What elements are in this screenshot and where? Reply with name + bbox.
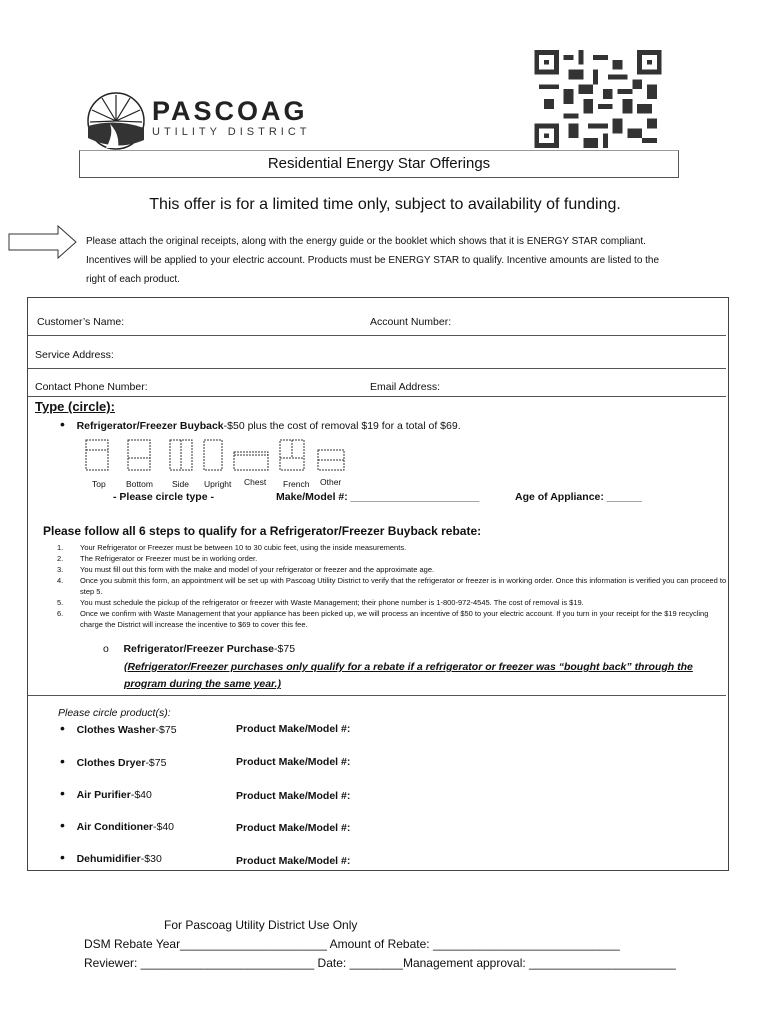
office-use-block	[84, 916, 676, 973]
make-model-field: Make/Model #: ______________________	[276, 491, 480, 503]
product-make-model-label: Product Make/Model #:	[236, 822, 351, 834]
circle-type-label: - Please circle type -	[113, 491, 214, 503]
buyback-amount: -$50 plus the cost of removal $19 for a total of $69.	[223, 420, 461, 432]
fridge-type-other: Other	[320, 477, 342, 487]
fridge-type-top: Top	[92, 479, 106, 489]
product-clothes-dryer: • Clothes Dryer-$75	[60, 753, 167, 769]
instructions-text: Please attach the original receipts, along with the energy guide or the booklet which shows that it is ENERGY STAR compliant. Incentives will be applied to your electric account. Products must be ENERGY STAR to qualify. Incentive amounts are listed to the right of each product.	[86, 236, 660, 285]
product-dehumidifier: • Dehumidifier-$30	[60, 849, 162, 865]
steps-heading: Please follow all 6 steps to qualify for a Refrigerator/Freezer Buyback rebate:	[43, 524, 482, 538]
org-subtitle: UTILITY DISTRICT	[152, 126, 311, 138]
purchase-line	[103, 643, 295, 655]
purchase-amount: -$75	[274, 643, 296, 655]
page-title: Residential Energy Star Offerings	[79, 150, 679, 178]
office-use-line1: DSM Rebate Year______________________ Amount of Rebate: ____________________________	[84, 937, 620, 951]
fridge-type-upright: Upright	[204, 479, 232, 489]
product-clothes-washer: • Clothes Washer-$75	[60, 720, 177, 736]
product-make-model-label: Product Make/Model #:	[236, 855, 351, 867]
steps-list	[57, 542, 727, 630]
purchase-label: Refrigerator/Freezer Purchase	[123, 643, 275, 655]
circle-products-label: Please circle product(s):	[58, 707, 171, 719]
step-item: 2. The Refrigerator or Freezer must be in working order.	[57, 554, 258, 563]
fridge-type-bottom: Bottom	[126, 479, 153, 489]
step-item: 4. Once you submit this form, an appointment will be set up with Pascoag Utility District to verify that the refrigerator or freezer is in working order. Once this information is verified you can proceed to step 5.	[57, 576, 727, 596]
type-heading: Type (circle):	[35, 399, 115, 414]
fridge-type-french: French	[283, 479, 310, 489]
qr-code-icon	[533, 50, 663, 148]
step-item: 6. Once we confirm with Waste Management that your appliance has been picked up, we will process an incentive of $50 to your electric account. If you turn in your receipt for the $19 recycling charge the District will increase the incentive to $69 to cover this fee.	[57, 609, 709, 629]
divider	[28, 335, 726, 336]
buyback-line	[60, 416, 700, 432]
fridge-type-chest: Chest	[244, 477, 267, 487]
product-make-model-label: Product Make/Model #:	[236, 723, 351, 735]
bullet: •	[60, 416, 65, 432]
age-field: Age of Appliance: ______	[515, 491, 642, 503]
product-make-model-label: Product Make/Model #:	[236, 790, 351, 802]
step-item: 1. Your Refrigerator or Freezer must be between 10 to 30 cubic feet, using the inside measurements.	[57, 543, 407, 552]
office-use-line2: Reviewer: __________________________ Date: ________Management approval: ______________________	[84, 956, 676, 970]
pascoag-logo-icon	[86, 90, 146, 152]
service-address-label: Service Address:	[35, 349, 114, 361]
account-number-label: Account Number:	[370, 316, 452, 328]
limited-offer-notice: This offer is for a limited time only, subject to availability of funding.	[149, 196, 621, 213]
office-use-heading: For Pascoag Utility District Use Only	[164, 918, 358, 932]
purchase-note: (Refrigerator/Freezer purchases only qualify for a rebate if a refrigerator or freezer was “bought back” through the program during the same year.)	[124, 661, 693, 690]
buyback-label: Refrigerator/Freezer Buyback	[76, 420, 224, 432]
product-air-purifier: • Air Purifier-$40	[60, 785, 152, 801]
divider	[28, 695, 726, 696]
fridge-type-side: Side	[172, 479, 190, 489]
divider	[28, 368, 726, 369]
contact-phone-label: Contact Phone Number:	[35, 381, 148, 393]
step-item: 3. You must fill out this form with the make and model of your refrigerator or freezer and the approximate age.	[57, 565, 435, 574]
customer-name-label: Customer’s Name:	[37, 316, 125, 328]
step-item: 5. You must schedule the pickup of the refrigerator or freezer with Waste Management; their phone number is 1-800-972-4545. The cost of removal is $19.	[57, 598, 584, 607]
fridge-types-icon	[84, 438, 354, 474]
circle-bullet: o	[103, 643, 109, 655]
product-air-conditioner: • Air Conditioner-$40	[60, 817, 175, 833]
product-make-model-label: Product Make/Model #:	[236, 756, 351, 768]
divider	[28, 396, 726, 397]
arrow-right-icon	[8, 224, 78, 260]
email-label: Email Address:	[370, 381, 441, 393]
org-name: PASCOAG	[152, 96, 308, 126]
